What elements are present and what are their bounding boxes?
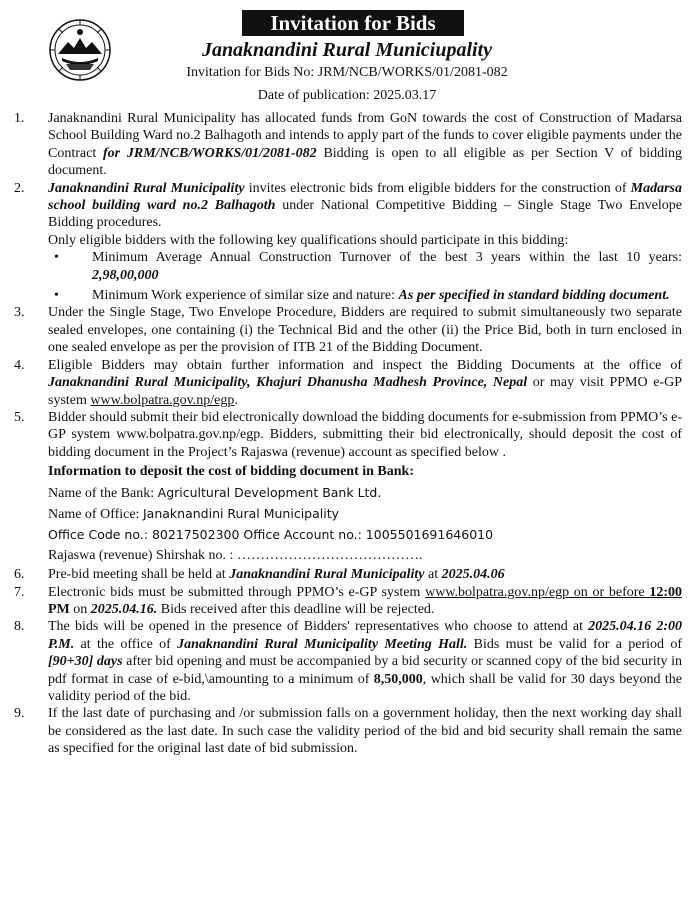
- publication-date: Date of publication: 2025.03.17: [257, 88, 437, 103]
- clause-number: 3.: [14, 305, 25, 321]
- notice-body: [14, 110, 682, 758]
- egp-link[interactable]: www.bolpatra.gov.np/egp on or before: [425, 584, 650, 600]
- project-name: Madarsa school building ward no.2 Balhagoth: [48, 180, 682, 214]
- clause-3: [14, 304, 682, 356]
- qualification-intro: Only eligible bidders with the following key qualifications should participate in this bidding:: [48, 232, 569, 248]
- bid-security-amount: 8,50,000: [373, 671, 423, 687]
- notice-header: [0, 0, 694, 112]
- list-item: • Minimum Average Annual Construction Turnover of the best 3 years within the last 10 years: 2,98,00,000: [54, 250, 682, 283]
- office-code-line: Office Code no.: 80217502300 Office Account no.: 1005501691646010: [48, 527, 494, 543]
- clause-number: 8.: [14, 619, 25, 635]
- egp-link[interactable]: www.bolpatra.gov.np/egp: [90, 392, 235, 408]
- clause-9: [14, 705, 682, 757]
- clause-6: 6. Pre-bid meeting shall be held at Janaknandini Rural Municipality at 2025.04.06: [14, 567, 505, 583]
- bank-name: Agricultural Development Bank Ltd.: [157, 485, 382, 501]
- clause-text: Janaknandini Rural Municipality has allocated funds from GoN towards the cost of Construction of Madarsa School Building Ward no.2 Balhagoth and intends to apply part of the funds to cover eligible payments under the Contract: [48, 111, 682, 161]
- clause-number: 5.: [14, 409, 25, 425]
- bullet-icon: •: [54, 288, 59, 304]
- office-address: Janaknandini Rural Municipality, Khajuri Dhanusha Madhesh Province, Nepal: [48, 375, 528, 391]
- bank-info: [14, 461, 682, 566]
- clause-1: [14, 110, 682, 180]
- bullet-icon: •: [54, 250, 59, 266]
- notice-title: Invitation for Bids: [242, 10, 464, 36]
- submission-date: 2025.04.16.: [90, 601, 158, 617]
- clause-4: 4. Eligible Bidders may obtain further information and inspect the Bidding Documents at the office of Janaknandini Rural Municipality, Khajuri Dhanusha Madhesh Province, Nepal or may visit PPMO e-GP system www.bolpatra.gov.np/egp.: [14, 357, 682, 408]
- meeting-hall: Janaknandini Rural Municipality Meeting Hall.: [177, 636, 468, 652]
- office-name: Janaknandini Rural Municipality: [142, 506, 340, 522]
- validity-period: [90+30] days: [48, 654, 123, 670]
- clause-number: 2.: [14, 180, 25, 196]
- municipality-name: Janaknandini Rural Municipality: [48, 180, 245, 196]
- clause-text: Under the Single Stage, Two Envelope Procedure, Bidders are required to submit simultaneously two separate sealed envelopes, one containing (i) the Technical Bid and the other (ii) the Price Bid, both in turn enclosed in one sealed envelope as per the provision of ITB 21 of the Bidding Document.: [48, 305, 682, 356]
- contract-reference: for JRM/NCB/WORKS/01/2081-082: [102, 145, 317, 161]
- clause-text: Bidding is open to all eligible as per Section V of bidding document.: [48, 145, 682, 179]
- clause-number: 6.: [14, 567, 25, 583]
- shirshak-line: Rajaswa (revenue) Shirshak no. : ………………………………….: [48, 548, 423, 564]
- turnover-value: 2,98,00,000: [92, 267, 159, 283]
- bank-name-line: Name of the Bank: Agricultural Development Bank Ltd.: [48, 485, 382, 502]
- ifb-number: Invitation for Bids No: JRM/NCB/WORKS/01/2081-082: [186, 65, 508, 80]
- clause-number: 7.: [14, 584, 25, 600]
- clause-text: If the last date of purchasing and /or submission falls on a government holiday, then the next working day shall be considered as the last date. In such case the validity period of the bid and bid security shall remain the same as specified for the original last date of bid submission.: [48, 706, 682, 757]
- clause-number: 1.: [14, 111, 25, 126]
- clause-text: invites electronic bids from eligible bidders for the construction of: [244, 180, 631, 196]
- clause-8: 8. The bids will be opened in the presence of Bidders' representatives who choose to attend at 2025.04.16 2:00 P.M. at the office of Janaknandini Rural Municipality Meeting Hall. Bids must be valid for a period of [90+30] days after bid opening and must be accompanied by a bid security or scanned copy of the bid security in pdf format in case of e-bid,\amounting to a minimum of 8,50,000, which shall be valid for 30 days beyond the validity period of the bid.: [14, 619, 682, 704]
- clause-2: [14, 180, 682, 232]
- clause-number: 4.: [14, 357, 25, 373]
- clause-number: 9.: [14, 706, 25, 722]
- clause-5: [14, 409, 682, 461]
- office-name-line: Name of Office: Janaknandini Rural Municipality: [48, 506, 340, 523]
- clause-text: under National Competitive Bidding – Single Stage Two Envelope Bidding procedures.: [48, 198, 682, 231]
- qualification-list: [14, 249, 682, 304]
- prebid-date: 2025.04.06: [441, 567, 505, 583]
- opening-datetime: 2025.04.16 2:00 P.M.: [48, 619, 682, 652]
- list-item: • Minimum Work experience of similar size and nature: As per specified in standard bidding document.: [54, 288, 670, 304]
- experience-value: As per specified in standard bidding document.: [398, 288, 670, 304]
- clause-text: Bidder should submit their bid electronically download the bidding documents for e-submission from PPMO’s e-GP system www.bolpatra.gov.np/egp. Bidders, submitting their bid electronically, should deposit the cost of bidding document in the Project’s Rajaswa (revenue) account as specified below .: [48, 409, 682, 460]
- bank-info-heading: Information to deposit the cost of bidding document in Bank:: [48, 464, 414, 480]
- clause-7: 7. Electronic bids must be submitted through PPMO’s e-GP system www.bolpatra.gov.np/egp on or before 12:00 PM on 2025.04.16. Bids received after this deadline will be rejected.: [14, 584, 683, 617]
- organization-name: Janaknandini Rural Municiupality: [201, 39, 493, 61]
